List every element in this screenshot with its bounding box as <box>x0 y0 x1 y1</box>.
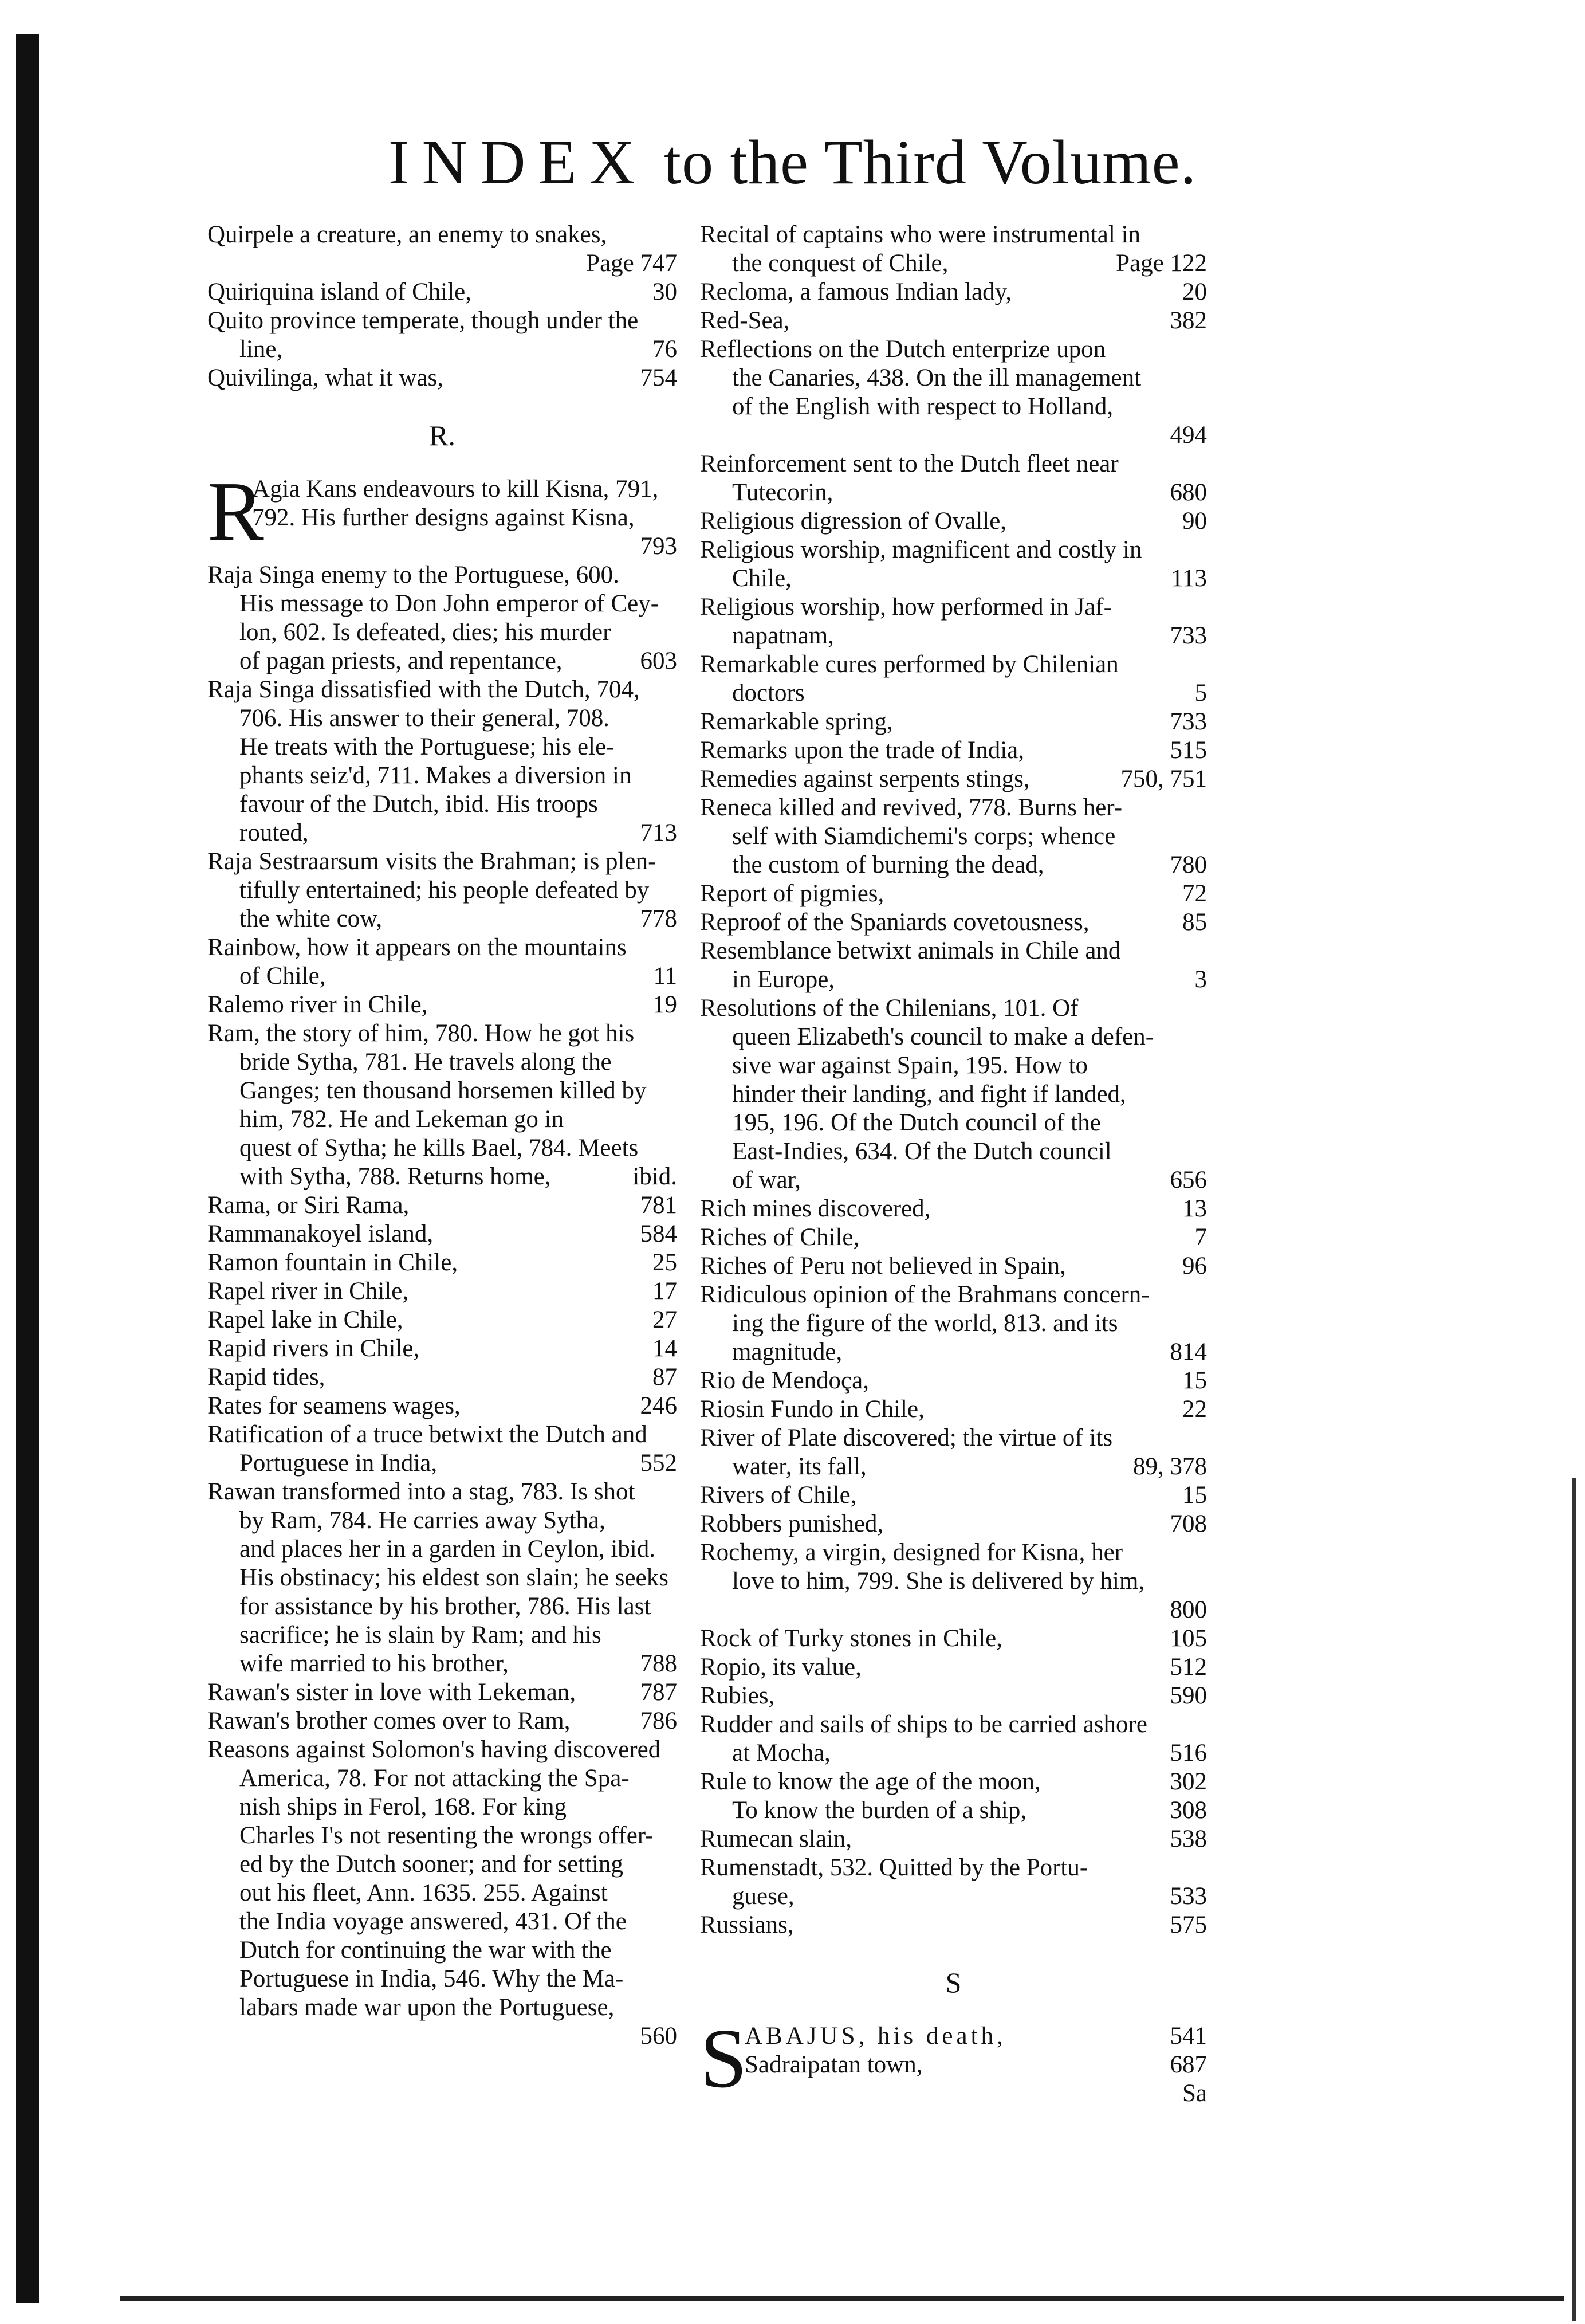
entry-text: Rochemy, a virgin, designed for Kisna, her <box>700 1539 1123 1566</box>
entry-text: Riosin Fundo in Chile, <box>700 1396 925 1423</box>
page-ref: 800 <box>1170 1596 1207 1623</box>
page-ref: 85 <box>1182 909 1207 936</box>
page-ref: 584 <box>640 1220 677 1247</box>
entry-text: Rule to know the age of the moon, <box>700 1768 1041 1795</box>
page-ref: 590 <box>1170 1682 1207 1709</box>
page-ref: 538 <box>1170 1826 1207 1852</box>
entry-text: wife married to his brother, <box>239 1650 509 1677</box>
index-entry <box>700 1252 1207 1281</box>
entry-text: sacrifice; he is slain by Ram; and his <box>239 1622 601 1648</box>
entry-text: Rawan's brother comes over to Ram, <box>207 1707 571 1734</box>
section-heading-r: R. <box>429 419 455 452</box>
index-entry <box>700 908 1207 937</box>
page-ref: 754 <box>640 364 677 391</box>
index-entry <box>700 1538 1207 1624</box>
entry-text: line, <box>239 336 283 363</box>
page-ref: 533 <box>1170 1883 1207 1910</box>
page-ref: 30 <box>652 278 677 305</box>
entry-text: with Sytha, 788. Returns home, <box>239 1163 551 1190</box>
index-entry <box>207 1249 677 1277</box>
page-ref: 308 <box>1170 1797 1207 1824</box>
entry-text: Rivers of Chile, <box>700 1482 857 1509</box>
entry-text: guese, <box>732 1883 795 1910</box>
entry-text: at Mocha, <box>732 1740 831 1766</box>
entry-text: Ramon fountain in Chile, <box>207 1249 458 1276</box>
index-entry <box>700 1854 1207 1911</box>
entry-text: quest of Sytha; he kills Bael, 784. Meets <box>239 1134 639 1161</box>
page-ref: 656 <box>1170 1167 1207 1194</box>
page-ref: 516 <box>1170 1740 1207 1766</box>
page-ref: 22 <box>1182 1396 1207 1423</box>
index-entry <box>700 1281 1207 1367</box>
page-ref: 5 <box>1194 680 1207 706</box>
page-ref: Page 122 <box>1116 250 1207 277</box>
entry-text: Reflections on the Dutch enterprize upon <box>700 336 1106 363</box>
entry-text: 792. His further designs against Kisna, <box>252 504 635 531</box>
entry-text: Rapid tides, <box>207 1364 325 1391</box>
page-ref: 25 <box>652 1249 677 1276</box>
index-entry <box>207 1019 677 1191</box>
page-edge-shadow <box>1572 1478 1576 2321</box>
title-rest: to the Third Volume. <box>647 127 1197 197</box>
page-ref: 20 <box>1182 278 1207 305</box>
index-entry <box>207 1420 677 1478</box>
entry-text: Raja Sestraarsum visits the Brahman; is plen- <box>207 848 656 875</box>
index-entry <box>700 1367 1207 1395</box>
entry-text: 195, 196. Of the Dutch council of the <box>732 1109 1101 1136</box>
index-entry <box>700 1395 1207 1424</box>
index-entry <box>700 1710 1207 1768</box>
entry-text: favour of the Dutch, ibid. His troops <box>239 791 598 818</box>
index-entry <box>700 1481 1207 1510</box>
index-entry <box>700 307 1207 335</box>
index-entry <box>700 708 1207 736</box>
page-ref: 11 <box>653 963 677 990</box>
entry-text: Resemblance betwixt animals in Chile and <box>700 937 1121 964</box>
index-entry <box>700 880 1207 908</box>
left-column <box>207 221 677 2051</box>
entry-text: Quirpele a creature, an enemy to snakes, <box>207 221 607 248</box>
entry-text: the conquest of Chile, <box>732 250 949 277</box>
page-title <box>0 126 1585 199</box>
entry-text: ing the figure of the world, 813. and its <box>732 1310 1118 1337</box>
page-ref: 90 <box>1182 508 1207 535</box>
entry-text: River of Plate discovered; the virtue of its <box>700 1424 1113 1451</box>
section-heading-s: S <box>945 1966 962 1999</box>
entry-text: Ridiculous opinion of the Brahmans concern- <box>700 1281 1150 1308</box>
drop-cap-entry <box>700 2012 1207 2108</box>
entry-text: ed by the Dutch sooner; and for setting <box>239 1851 623 1878</box>
entry-text: Riches of Peru not believed in Spain, <box>700 1253 1066 1279</box>
entry-text: lon, 602. Is defeated, dies; his murder <box>239 619 611 646</box>
entry-text: Rubies, <box>700 1682 775 1709</box>
index-entry <box>700 450 1207 507</box>
page-ref: 89, 378 <box>1133 1453 1207 1480</box>
entry-text: Report of pigmies, <box>700 880 884 907</box>
index-entry <box>207 561 677 676</box>
index-entry <box>700 736 1207 765</box>
index-entry <box>700 536 1207 593</box>
index-entry <box>700 278 1207 307</box>
page-ref: 515 <box>1170 737 1207 764</box>
page-ref: 713 <box>640 819 677 846</box>
index-entry <box>207 307 677 364</box>
page-ref: ibid. <box>632 1163 677 1190</box>
entry-text: Rawan's sister in love with Lekeman, <box>207 1679 576 1706</box>
entry-text: Rumenstadt, 532. Quitted by the Portu- <box>700 1854 1088 1881</box>
entry-text: Recital of captains who were instrumental in <box>700 221 1140 248</box>
page-ref: 733 <box>1170 622 1207 649</box>
entry-text: Reasons against Solomon's having discovered <box>207 1736 661 1763</box>
index-entry <box>700 1653 1207 1682</box>
entry-text: of Chile, <box>239 963 326 990</box>
title-index-word: INDEX <box>388 127 648 197</box>
page-ref: 708 <box>1170 1510 1207 1537</box>
index-entry <box>700 765 1207 794</box>
page-ref: 603 <box>640 647 677 674</box>
entry-text: 706. His answer to their general, 708. <box>239 705 610 732</box>
entry-text: out his fleet, Ann. 1635. 255. Against <box>239 1879 608 1906</box>
entry-text: Religious worship, how performed in Jaf- <box>700 594 1112 621</box>
index-entry <box>207 991 677 1019</box>
page-ref: 750, 751 <box>1120 765 1207 792</box>
entry-text: doctors <box>732 680 805 706</box>
index-entry <box>207 933 677 991</box>
entry-text: Religious digression of Ovalle, <box>700 508 1007 535</box>
entry-text: Rapel lake in Chile, <box>207 1306 403 1333</box>
index-entry <box>700 1768 1207 1796</box>
page-ref: 788 <box>640 1650 677 1677</box>
entry-text: Reneca killed and revived, 778. Burns her- <box>700 794 1123 821</box>
entry-text: him, 782. He and Lekeman go in <box>239 1106 564 1133</box>
page-ref: 512 <box>1170 1654 1207 1681</box>
entry-text: His message to Don John emperor of Cey- <box>239 590 659 617</box>
entry-text: Sadraipatan town, <box>745 2051 923 2078</box>
entry-text: Dutch for continuing the war with the <box>239 1937 612 1964</box>
catchword: Sa <box>1182 2080 1207 2107</box>
entry-text: Ram, the story of him, 780. How he got his <box>207 1020 635 1047</box>
index-entry <box>207 221 677 278</box>
entry-text: the India voyage answered, 431. Of the <box>239 1908 627 1935</box>
entry-text: Charles I's not resenting the wrongs offer- <box>239 1822 654 1849</box>
entry-text: the Canaries, 438. On the ill management <box>732 364 1142 391</box>
entry-text: Rock of Turky stones in Chile, <box>700 1625 1002 1652</box>
entry-text: Rates for seamens wages, <box>207 1392 461 1419</box>
page-ref: 302 <box>1170 1768 1207 1795</box>
index-entry <box>207 1707 677 1736</box>
entry-text: bride Sytha, 781. He travels along the <box>239 1049 612 1075</box>
entry-text: To know the burden of a ship, <box>732 1797 1027 1824</box>
page-ref: 560 <box>640 2023 677 2050</box>
entry-text: Rama, or Siri Rama, <box>207 1192 410 1219</box>
entry-text: Raja Singa dissatisfied with the Dutch, 704, <box>207 676 640 703</box>
index-entry <box>207 278 677 307</box>
entry-text: Russians, <box>700 1911 794 1938</box>
page-ref: 246 <box>640 1392 677 1419</box>
page-ref: 781 <box>640 1192 677 1219</box>
entry-text: Rammanakoyel island, <box>207 1220 434 1247</box>
drop-cap: R <box>207 465 264 559</box>
entry-text: Rich mines discovered, <box>700 1195 931 1222</box>
page-ref: 17 <box>652 1278 677 1305</box>
index-entry <box>700 1510 1207 1538</box>
index-entry <box>700 1682 1207 1710</box>
index-entry <box>207 1220 677 1249</box>
index-entry <box>700 221 1207 278</box>
page-ref: 3 <box>1194 966 1207 993</box>
page-ref: 687 <box>1170 2051 1207 2078</box>
entry-text: Red-Sea, <box>700 307 790 334</box>
entry-text: hinder their landing, and fight if landed, <box>732 1081 1126 1108</box>
page-ref: 7 <box>1194 1224 1207 1251</box>
page-ref: 786 <box>640 1707 677 1734</box>
index-entry <box>207 1277 677 1306</box>
entry-text: Resolutions of the Chilenians, 101. Of <box>700 995 1079 1022</box>
index-entry <box>700 1911 1207 1940</box>
index-entry <box>207 676 677 847</box>
entry-text: Robbers punished, <box>700 1510 884 1537</box>
index-entry <box>700 994 1207 1195</box>
entry-text: Reproof of the Spaniards covetousness, <box>700 909 1090 936</box>
page-ref: 87 <box>652 1364 677 1391</box>
index-entry <box>700 937 1207 994</box>
entry-text: Religious worship, magnificent and costly in <box>700 536 1142 563</box>
entry-text: Quito province temperate, though under the <box>207 307 639 334</box>
entry-text: of war, <box>732 1167 801 1194</box>
entry-text: East-Indies, 634. Of the Dutch council <box>732 1138 1112 1165</box>
entry-text: and places her in a garden in Ceylon, ibid. <box>239 1536 656 1563</box>
index-entry <box>700 650 1207 708</box>
index-entry <box>700 1624 1207 1653</box>
entry-text: Ralemo river in Chile, <box>207 991 428 1018</box>
page-ref: 793 <box>640 533 677 560</box>
index-entry <box>700 335 1207 450</box>
entry-text: Agia Kans endeavours to kill Kisna, 791, <box>252 476 659 503</box>
index-entry <box>207 364 677 392</box>
entry-text: Raja Singa enemy to the Portuguese, 600. <box>207 562 619 588</box>
index-entry <box>700 593 1207 650</box>
entry-text: routed, <box>239 819 309 846</box>
page-ref: 733 <box>1170 708 1207 735</box>
entry-text: Ropio, its value, <box>700 1654 862 1681</box>
right-column <box>700 221 1207 2108</box>
index-entry <box>207 1306 677 1334</box>
index-entry <box>207 1392 677 1420</box>
page-ref: 814 <box>1170 1338 1207 1365</box>
entry-text: Recloma, a famous Indian lady, <box>700 278 1012 305</box>
entry-text: water, its fall, <box>732 1453 867 1480</box>
entry-text: love to him, 799. She is delivered by him, <box>732 1568 1145 1595</box>
page-ref: 541 <box>1170 2023 1207 2050</box>
index-entry <box>700 507 1207 536</box>
index-entry <box>700 1223 1207 1252</box>
page-ref: 15 <box>1182 1482 1207 1509</box>
index-entry <box>207 1678 677 1707</box>
index-entry <box>207 1736 677 2051</box>
entry-text: Rainbow, how it appears on the mountains <box>207 934 627 961</box>
entry-text: Reinforcement sent to the Dutch fleet near <box>700 450 1119 477</box>
page-ref: 680 <box>1170 479 1207 506</box>
page-ref: 105 <box>1170 1625 1207 1652</box>
index-entry <box>700 794 1207 880</box>
entry-text: in Europe, <box>732 966 835 993</box>
page-ref: 780 <box>1170 851 1207 878</box>
entry-text: Rapel river in Chile, <box>207 1278 409 1305</box>
entry-text: labars made war upon the Portuguese, <box>239 1994 615 2021</box>
entry-text: Remedies against serpents stings, <box>700 765 1030 792</box>
index-entry <box>700 1796 1207 1825</box>
page-ref: 14 <box>652 1335 677 1362</box>
index-entry <box>700 1825 1207 1854</box>
entry-text: Remarkable spring, <box>700 708 893 735</box>
index-entry <box>207 847 677 933</box>
page-ref: 27 <box>652 1306 677 1333</box>
entry-text: tifully entertained; his people defeated by <box>239 877 650 904</box>
entry-text: of the English with respect to Holland, <box>732 393 1114 420</box>
page-ref: 19 <box>652 991 677 1018</box>
entry-text: napatnam, <box>732 622 834 649</box>
entry-text: Rawan transformed into a stag, 783. Is shot <box>207 1478 635 1505</box>
entry-text: phants seiz'd, 711. Makes a diversion in <box>239 762 632 789</box>
entry-text: nish ships in Ferol, 168. For king <box>239 1793 567 1820</box>
entry-text: Remarkable cures performed by Chilenian <box>700 651 1119 678</box>
entry-text: Remarks upon the trade of India, <box>700 737 1024 764</box>
page-ref: 113 <box>1171 565 1207 592</box>
entry-text: Riches of Chile, <box>700 1224 860 1251</box>
entry-text: queen Elizabeth's council to make a defen- <box>732 1023 1154 1050</box>
index-entry <box>207 1191 677 1220</box>
page-ref: 552 <box>640 1450 677 1477</box>
page-ref: 76 <box>652 336 677 363</box>
entry-text: He treats with the Portuguese; his ele- <box>239 733 615 760</box>
entry-text: self with Siamdichemi's corps; whence <box>732 823 1116 850</box>
page-ref: 382 <box>1170 307 1207 334</box>
bottom-edge <box>120 2296 1564 2301</box>
entry-text: His obstinacy; his eldest son slain; he seeks <box>239 1564 668 1591</box>
index-entry <box>700 1424 1207 1481</box>
page-ref: 787 <box>640 1679 677 1706</box>
page-ref: 13 <box>1182 1195 1207 1222</box>
page-ref: 575 <box>1170 1911 1207 1938</box>
entry-text: Quivilinga, what it was, <box>207 364 444 391</box>
index-entry <box>700 1195 1207 1223</box>
entry-text: Rudder and sails of ships to be carried ashore <box>700 1711 1147 1738</box>
entry-text: Rapid rivers in Chile, <box>207 1335 420 1362</box>
entry-text: for assistance by his brother, 786. His last <box>239 1593 651 1620</box>
entry-text: sive war against Spain, 195. How to <box>732 1052 1088 1079</box>
entry-text: Tutecorin, <box>732 479 833 506</box>
index-entry <box>207 1334 677 1363</box>
page-ref: 778 <box>640 905 677 932</box>
page-ref: Page 747 <box>586 250 677 277</box>
entry-text: Ratification of a truce betwixt the Dutch and <box>207 1421 647 1448</box>
binding-shadow <box>16 34 39 2303</box>
entry-text: Rio de Mendoça, <box>700 1367 869 1394</box>
entry-text: magnitude, <box>732 1338 843 1365</box>
entry-text: by Ram, 784. He carries away Sytha, <box>239 1507 605 1534</box>
entry-text: Portuguese in India, <box>239 1450 438 1477</box>
entry-text: of pagan priests, and repentance, <box>239 647 563 674</box>
entry-text: Chile, <box>732 565 792 592</box>
page-ref: 72 <box>1182 880 1207 907</box>
page-ref: 15 <box>1182 1367 1207 1394</box>
drop-cap: S <box>700 2012 748 2106</box>
entry-text: the custom of burning the dead, <box>732 851 1044 878</box>
index-entry <box>207 1363 677 1392</box>
page-ref: 494 <box>1170 422 1207 449</box>
page-ref: 96 <box>1182 1253 1207 1279</box>
index-entry <box>207 1478 677 1678</box>
entry-text: America, 78. For not attacking the Spa- <box>239 1765 630 1792</box>
entry-text: Ganges; ten thousand horsemen killed by <box>239 1077 647 1104</box>
entry-text: Portuguese in India, 546. Why the Ma- <box>239 1965 624 1992</box>
entry-text: Rumecan slain, <box>700 1826 852 1852</box>
entry-text: ABAJUS, his death, <box>745 2023 1006 2050</box>
entry-text: Quiriquina island of Chile, <box>207 278 471 305</box>
drop-cap-entry <box>207 465 677 561</box>
entry-text: the white cow, <box>239 905 383 932</box>
